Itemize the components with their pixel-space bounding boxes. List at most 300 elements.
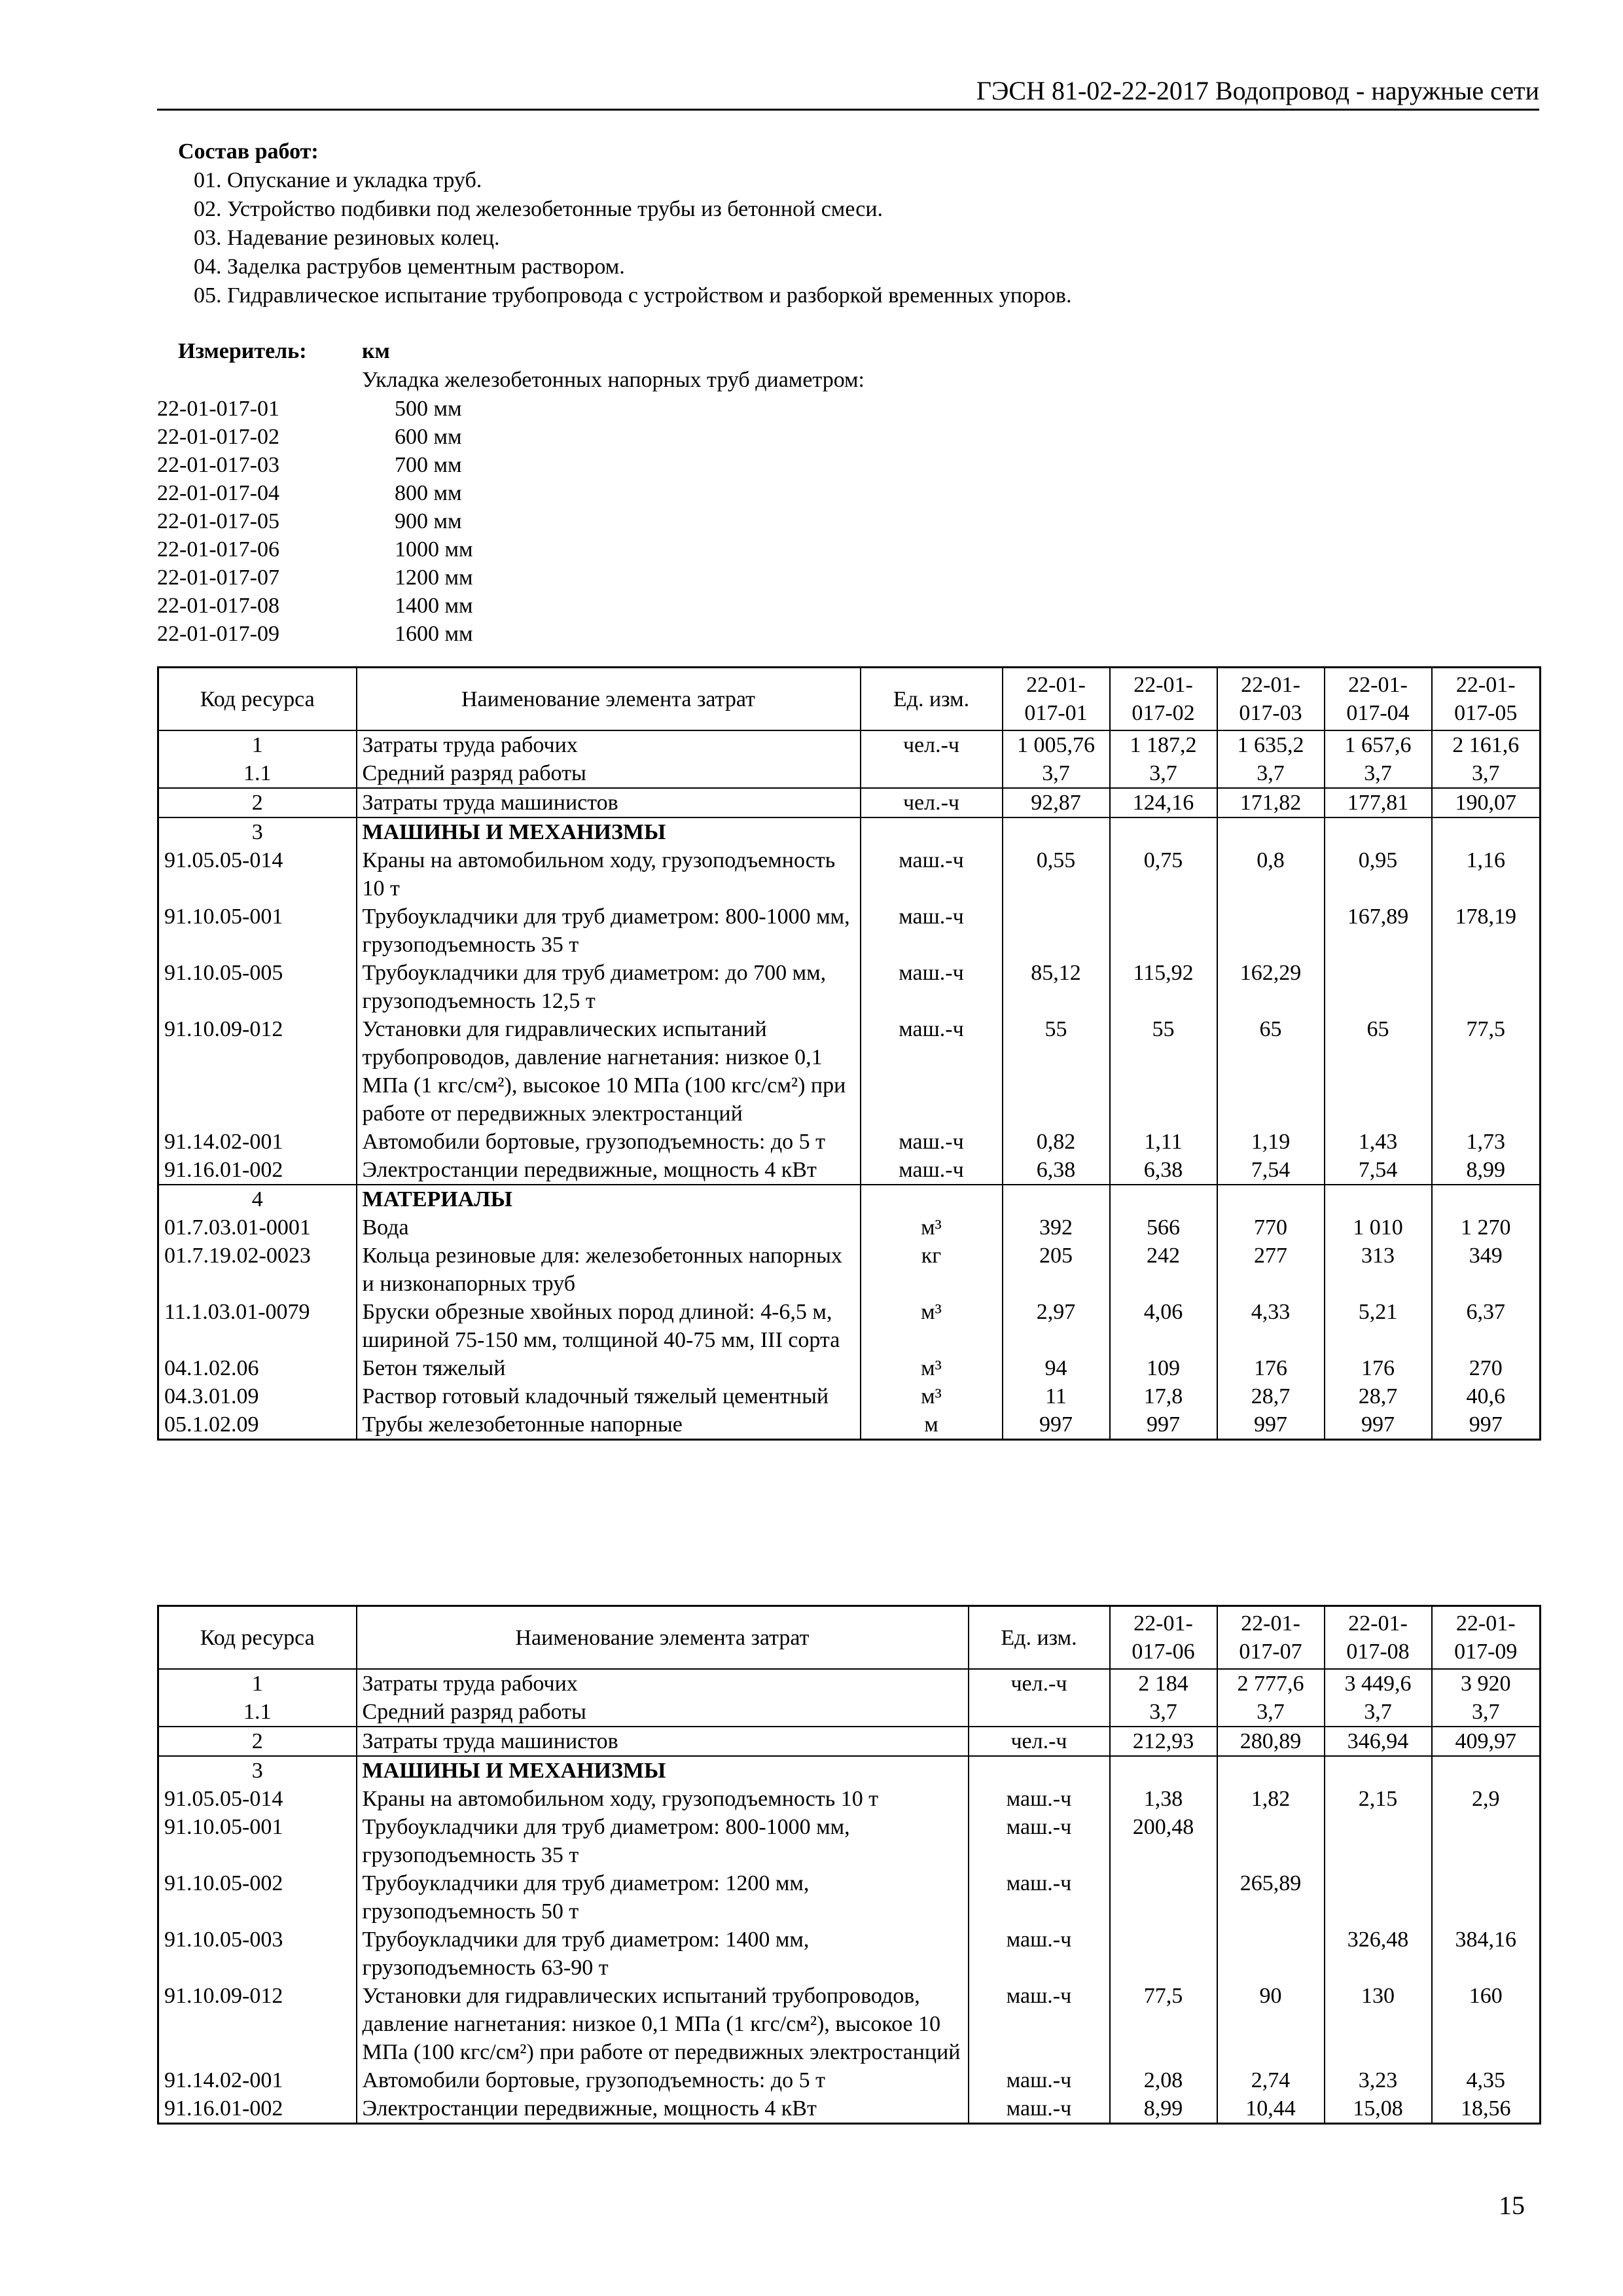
work-item: 02. Устройство подбивки под железобетонные трубы из бетонной смеси. (194, 197, 883, 221)
resource-value (1325, 1756, 1432, 1785)
norm-code-row (157, 620, 615, 648)
resource-value (1003, 1185, 1110, 1213)
table-row (158, 1156, 1541, 1185)
norm-code: 22-01-017-01 (157, 397, 279, 421)
resource-value: 92,87 (1003, 788, 1110, 817)
pipe-diameter: 1600 мм (395, 622, 473, 646)
table-row (158, 1785, 1541, 1813)
resource-code: 91.10.05-001 (158, 1813, 357, 1869)
resource-value: 4,33 (1217, 1298, 1325, 1354)
resource-value: 566 (1110, 1213, 1217, 1242)
resource-value (1325, 817, 1432, 846)
resource-code: 01.7.03.01-0001 (158, 1213, 357, 1242)
resource-value: 997 (1110, 1410, 1217, 1440)
resource-unit: чел.-ч (861, 788, 1003, 817)
resource-value: 1 657,6 (1325, 730, 1432, 759)
resource-value: 3 920 (1432, 1669, 1541, 1698)
resource-value: 90 (1217, 1982, 1325, 2066)
resource-table-1 (157, 666, 1541, 1441)
resource-value (1325, 1813, 1432, 1869)
norm-code-row (157, 423, 615, 451)
resource-value (1110, 1756, 1217, 1785)
norm-code: 22-01-017-08 (157, 594, 279, 618)
pipe-diameter: 900 мм (395, 509, 462, 533)
resource-value: 2,74 (1217, 2066, 1325, 2094)
resource-name: Трубоукладчики для труб диаметром: до 700 мм, грузоподъемность 12,5 т (357, 959, 861, 1015)
resource-unit: маш.-ч (969, 2094, 1110, 2124)
resource-code: 3 (158, 1756, 357, 1785)
resource-value: 200,48 (1110, 1813, 1217, 1869)
resource-unit: м³ (861, 1354, 1003, 1382)
table-row (158, 1669, 1541, 1698)
resource-value: 176 (1325, 1354, 1432, 1382)
resource-code: 2 (158, 788, 357, 817)
measure-description: Укладка железобетонных напорных труб диаметром: (362, 368, 865, 392)
resource-value: 124,16 (1110, 788, 1217, 817)
resource-unit (861, 817, 1003, 846)
header-unit: Ед. изм. (969, 1606, 1110, 1670)
resource-name: Краны на автомобильном ходу, грузоподъемность 10 т (357, 846, 861, 903)
pipe-diameter: 1400 мм (395, 594, 473, 618)
resource-value: 3 449,6 (1325, 1669, 1432, 1698)
resource-name: Электростанции передвижные, мощность 4 кВт (357, 2094, 969, 2124)
resource-value (1110, 817, 1217, 846)
header-title: ГЭСН 81-02-22-2017 Водопровод - наружные сети (976, 76, 1539, 105)
resource-value (1110, 1869, 1217, 1926)
measure-unit: км (362, 339, 390, 363)
table-row (158, 1756, 1541, 1785)
resource-code: 91.10.05-005 (158, 959, 357, 1015)
table-row (158, 1982, 1541, 2066)
table-row (158, 1698, 1541, 1727)
norm-code: 22-01-017-03 (157, 453, 279, 477)
resource-value (1325, 959, 1432, 1015)
resource-value: 2,15 (1325, 1785, 1432, 1813)
resource-value: 10,44 (1217, 2094, 1325, 2124)
work-item: 03. Надевание резиновых колец. (194, 226, 500, 250)
resource-value: 190,07 (1432, 788, 1541, 817)
resource-name: Автомобили бортовые, грузоподъемность: до 5 т (357, 2066, 969, 2094)
table-row (158, 2094, 1541, 2124)
resource-value: 130 (1325, 1982, 1432, 2066)
resource-value: 5,21 (1325, 1298, 1432, 1354)
resource-code: 91.10.05-001 (158, 903, 357, 959)
work-composition-title: Состав работ: (178, 139, 319, 164)
resource-value: 1,19 (1217, 1128, 1325, 1156)
resource-value: 85,12 (1003, 959, 1110, 1015)
resource-value: 28,7 (1325, 1382, 1432, 1410)
resource-value: 11 (1003, 1382, 1110, 1410)
resource-unit: маш.-ч (969, 1869, 1110, 1926)
resource-value: 1 635,2 (1217, 730, 1325, 759)
norm-code-list (157, 395, 615, 648)
resource-value: 3,7 (1217, 759, 1325, 788)
table-row (158, 959, 1541, 1015)
resource-code: 91.05.05-014 (158, 846, 357, 903)
resource-value: 8,99 (1110, 2094, 1217, 2124)
resource-code: 91.16.01-002 (158, 1156, 357, 1185)
resource-unit: маш.-ч (861, 959, 1003, 1015)
resource-value (1217, 1813, 1325, 1869)
resource-value (1217, 903, 1325, 959)
resource-name: Затраты труда рабочих (357, 1669, 969, 1698)
resource-value: 2 161,6 (1432, 730, 1541, 759)
resource-code: 91.14.02-001 (158, 2066, 357, 2094)
resource-value: 1 187,2 (1110, 730, 1217, 759)
resource-value: 17,8 (1110, 1382, 1217, 1410)
table-row (158, 1354, 1541, 1382)
table-header-row (158, 668, 1541, 731)
work-item: 05. Гидравлическое испытание трубопровода с устройством и разборкой временных упоров. (194, 283, 1072, 308)
resource-value: 18,56 (1432, 2094, 1541, 2124)
resource-value: 326,48 (1325, 1926, 1432, 1982)
resource-code: 4 (158, 1185, 357, 1213)
resource-value: 40,6 (1432, 1382, 1541, 1410)
norm-code-row (157, 395, 615, 423)
norm-code-row (157, 507, 615, 535)
resource-unit: маш.-ч (969, 1813, 1110, 1869)
header-name: Наименование элемента затрат (357, 1606, 969, 1670)
header-norm-code: 22-01-017-05 (1432, 668, 1541, 731)
table-row (158, 1128, 1541, 1156)
norm-code: 22-01-017-04 (157, 481, 279, 505)
resource-value (1217, 1926, 1325, 1982)
resource-value: 1,16 (1432, 846, 1541, 903)
table-row (158, 759, 1541, 788)
norm-code-row (157, 479, 615, 507)
resource-value: 77,5 (1110, 1982, 1217, 2066)
resource-value: 3,7 (1432, 759, 1541, 788)
measure-label: Измеритель: (178, 339, 307, 363)
resource-value: 349 (1432, 1242, 1541, 1298)
header-norm-code: 22-01-017-01 (1003, 668, 1110, 731)
resource-value (1003, 903, 1110, 959)
resource-value: 178,19 (1432, 903, 1541, 959)
table-row (158, 1926, 1541, 1982)
pipe-diameter: 600 мм (395, 425, 462, 449)
resource-code: 04.3.01.09 (158, 1382, 357, 1410)
resource-code: 91.10.05-002 (158, 1869, 357, 1926)
resource-value: 3,7 (1003, 759, 1110, 788)
table-row (158, 1015, 1541, 1128)
resource-unit: маш.-ч (861, 1015, 1003, 1128)
table-row (158, 1410, 1541, 1440)
resource-value: 8,99 (1432, 1156, 1541, 1185)
resource-name: Трубоукладчики для труб диаметром: 800-1000 мм, грузоподъемность 35 т (357, 903, 861, 959)
resource-value: 0,55 (1003, 846, 1110, 903)
resource-value: 997 (1432, 1410, 1541, 1440)
resource-code: 05.1.02.09 (158, 1410, 357, 1440)
resource-unit: маш.-ч (969, 1982, 1110, 2066)
resource-name: Установки для гидравлических испытаний трубопроводов, давление нагнетания: низкое 0,1 МПа (1 кгс/см²), высокое 10 МПа (100 кгс/см²) при работе от передвижных электростанций (357, 1015, 861, 1128)
resource-value: 392 (1003, 1213, 1110, 1242)
resource-name: Трубоукладчики для труб диаметром: 800-1000 мм, грузоподъемность 35 т (357, 1813, 969, 1869)
resource-value: 770 (1217, 1213, 1325, 1242)
resource-unit: чел.-ч (969, 1727, 1110, 1756)
resource-code: 3 (158, 817, 357, 846)
table-row (158, 730, 1541, 759)
resource-value: 1 270 (1432, 1213, 1541, 1242)
table-row (158, 2066, 1541, 2094)
resource-value: 280,89 (1217, 1727, 1325, 1756)
header-norm-code: 22-01-017-06 (1110, 1606, 1217, 1670)
resource-name: Трубоукладчики для труб диаметром: 1200 мм, грузоподъемность 50 т (357, 1869, 969, 1926)
resource-value: 6,38 (1003, 1156, 1110, 1185)
pipe-diameter: 1000 мм (395, 537, 473, 562)
resource-name: МАТЕРИАЛЫ (357, 1185, 861, 1213)
resource-code: 91.10.05-003 (158, 1926, 357, 1982)
table-row (158, 1213, 1541, 1242)
resource-value: 3,7 (1110, 1698, 1217, 1727)
resource-value: 7,54 (1217, 1156, 1325, 1185)
table-row (158, 1382, 1541, 1410)
resource-value: 4,06 (1110, 1298, 1217, 1354)
resource-unit (969, 1756, 1110, 1785)
resource-code: 2 (158, 1727, 357, 1756)
resource-value (1110, 1185, 1217, 1213)
resource-value: 3,7 (1325, 1698, 1432, 1727)
header-norm-code: 22-01-017-09 (1432, 1606, 1541, 1670)
resource-unit: маш.-ч (969, 1926, 1110, 1982)
resource-value: 77,5 (1432, 1015, 1541, 1128)
table-row (158, 1869, 1541, 1926)
resource-value: 177,81 (1325, 788, 1432, 817)
resource-unit: м³ (861, 1298, 1003, 1354)
resource-code: 1 (158, 1669, 357, 1698)
resource-value: 1,43 (1325, 1128, 1432, 1156)
resource-name: Средний разряд работы (357, 1698, 969, 1727)
resource-code: 91.10.09-012 (158, 1015, 357, 1128)
resource-value: 270 (1432, 1354, 1541, 1382)
resource-unit (861, 1185, 1003, 1213)
resource-code: 1.1 (158, 759, 357, 788)
table-row (158, 817, 1541, 846)
resource-value: 65 (1217, 1015, 1325, 1128)
header-norm-code: 22-01-017-08 (1325, 1606, 1432, 1670)
resource-name: МАШИНЫ И МЕХАНИЗМЫ (357, 817, 861, 846)
pipe-diameter: 800 мм (395, 481, 462, 505)
header-name: Наименование элемента затрат (357, 668, 861, 731)
resource-name: Автомобили бортовые, грузоподъемность: до 5 т (357, 1128, 861, 1156)
resource-value (1432, 1756, 1541, 1785)
resource-value: 55 (1003, 1015, 1110, 1128)
resource-value (1325, 1869, 1432, 1926)
resource-value (1110, 903, 1217, 959)
header-code: Код ресурса (158, 1606, 357, 1670)
norm-code-row (157, 451, 615, 479)
work-item: 01. Опускание и укладка труб. (194, 168, 482, 192)
resource-value (1217, 1756, 1325, 1785)
work-item: 04. Заделка раструбов цементным раствором. (194, 255, 625, 279)
resource-value: 1,38 (1110, 1785, 1217, 1813)
resource-value: 15,08 (1325, 2094, 1432, 2124)
resource-value: 7,54 (1325, 1156, 1432, 1185)
resource-value: 28,7 (1217, 1382, 1325, 1410)
resource-value: 115,92 (1110, 959, 1217, 1015)
resource-code: 91.14.02-001 (158, 1128, 357, 1156)
resource-value: 1 005,76 (1003, 730, 1110, 759)
norm-code-row (157, 592, 615, 620)
norm-code: 22-01-017-02 (157, 425, 279, 449)
resource-value (1432, 1813, 1541, 1869)
resource-value (1432, 1869, 1541, 1926)
resource-unit (969, 1698, 1110, 1727)
resource-code: 1.1 (158, 1698, 357, 1727)
resource-code: 04.1.02.06 (158, 1354, 357, 1382)
resource-value (1432, 1185, 1541, 1213)
resource-value: 0,95 (1325, 846, 1432, 903)
resource-code: 91.05.05-014 (158, 1785, 357, 1813)
resource-value: 176 (1217, 1354, 1325, 1382)
resource-name: Трубоукладчики для труб диаметром: 1400 мм, грузоподъемность 63-90 т (357, 1926, 969, 1982)
resource-value: 2,9 (1432, 1785, 1541, 1813)
resource-unit: м³ (861, 1382, 1003, 1410)
resource-value: 2 777,6 (1217, 1669, 1325, 1698)
resource-unit: чел.-ч (969, 1669, 1110, 1698)
resource-value: 3,7 (1110, 759, 1217, 788)
resource-code: 01.7.19.02-0023 (158, 1242, 357, 1298)
resource-value: 265,89 (1217, 1869, 1325, 1926)
resource-value: 1,11 (1110, 1128, 1217, 1156)
norm-code-row (157, 564, 615, 592)
resource-unit: маш.-ч (861, 846, 1003, 903)
norm-code-row (157, 535, 615, 564)
resource-name: Бруски обрезные хвойных пород длиной: 4-6,5 м, шириной 75-150 мм, толщиной 40-75 мм, III сорта (357, 1298, 861, 1354)
resource-value: 346,94 (1325, 1727, 1432, 1756)
resource-unit: м³ (861, 1213, 1003, 1242)
resource-value: 65 (1325, 1015, 1432, 1128)
resource-value: 109 (1110, 1354, 1217, 1382)
resource-code: 1 (158, 730, 357, 759)
resource-value: 4,35 (1432, 2066, 1541, 2094)
resource-code: 91.10.09-012 (158, 1982, 357, 2066)
resource-unit (861, 759, 1003, 788)
resource-name: Бетон тяжелый (357, 1354, 861, 1382)
resource-name: Затраты труда машинистов (357, 788, 861, 817)
resource-value (1325, 1185, 1432, 1213)
table-row (158, 903, 1541, 959)
resource-value (1217, 817, 1325, 846)
resource-value: 0,75 (1110, 846, 1217, 903)
work-composition-list (194, 166, 1071, 310)
resource-value: 1,73 (1432, 1128, 1541, 1156)
resource-value (1432, 959, 1541, 1015)
header-unit: Ед. изм. (861, 668, 1003, 731)
resource-value: 313 (1325, 1242, 1432, 1298)
resource-value: 3,7 (1217, 1698, 1325, 1727)
resource-code: 11.1.03.01-0079 (158, 1298, 357, 1354)
resource-unit: маш.-ч (861, 903, 1003, 959)
resource-value: 3,7 (1325, 759, 1432, 788)
table-row (158, 1813, 1541, 1869)
resource-value: 1 010 (1325, 1213, 1432, 1242)
resource-unit: чел.-ч (861, 730, 1003, 759)
table-row (158, 1727, 1541, 1756)
header-norm-code: 22-01-017-02 (1110, 668, 1217, 731)
resource-value: 167,89 (1325, 903, 1432, 959)
resource-unit: маш.-ч (969, 2066, 1110, 2094)
resource-value: 997 (1217, 1410, 1325, 1440)
table-row (158, 1298, 1541, 1354)
resource-value: 94 (1003, 1354, 1110, 1382)
resource-value: 160 (1432, 1982, 1541, 2066)
resource-unit: кг (861, 1242, 1003, 1298)
resource-value: 171,82 (1217, 788, 1325, 817)
resource-value: 3,23 (1325, 2066, 1432, 2094)
resource-value (1432, 817, 1541, 846)
resource-unit: м (861, 1410, 1003, 1440)
resource-value (1217, 1185, 1325, 1213)
table-row (158, 846, 1541, 903)
resource-value: 162,29 (1217, 959, 1325, 1015)
pipe-diameter: 700 мм (395, 453, 462, 477)
resource-value: 6,38 (1110, 1156, 1217, 1185)
resource-name: Кольца резиновые для: железобетонных напорных и низконапорных труб (357, 1242, 861, 1298)
resource-value: 55 (1110, 1015, 1217, 1128)
resource-value: 2,97 (1003, 1298, 1110, 1354)
table-header-row (158, 1606, 1541, 1670)
table-row (158, 1242, 1541, 1298)
resource-value: 409,97 (1432, 1727, 1541, 1756)
resource-name: Вода (357, 1213, 861, 1242)
resource-name: МАШИНЫ И МЕХАНИЗМЫ (357, 1756, 969, 1785)
norm-code: 22-01-017-07 (157, 565, 279, 590)
resource-value: 0,82 (1003, 1128, 1110, 1156)
resource-value: 384,16 (1432, 1926, 1541, 1982)
header-code: Код ресурса (158, 668, 357, 731)
resource-value: 997 (1003, 1410, 1110, 1440)
resource-value (1110, 1926, 1217, 1982)
norm-code: 22-01-017-05 (157, 509, 279, 533)
header-norm-code: 22-01-017-04 (1325, 668, 1432, 731)
page-header (157, 73, 1539, 111)
table-row (158, 1185, 1541, 1213)
resource-value: 0,8 (1217, 846, 1325, 903)
resource-name: Затраты труда рабочих (357, 730, 861, 759)
resource-name: Установки для гидравлических испытаний трубопроводов, давление нагнетания: низкое 0,1 МПа (1 кгс/см²), высокое 10 МПа (100 кгс/см²) при работе от передвижных электростанций (357, 1982, 969, 2066)
resource-name: Электростанции передвижные, мощность 4 кВт (357, 1156, 861, 1185)
resource-table-2 (157, 1605, 1541, 2125)
header-norm-code: 22-01-017-07 (1217, 1606, 1325, 1670)
resource-name: Раствор готовый кладочный тяжелый цементный (357, 1382, 861, 1410)
resource-value: 997 (1325, 1410, 1432, 1440)
resource-value: 205 (1003, 1242, 1110, 1298)
header-norm-code: 22-01-017-03 (1217, 668, 1325, 731)
resource-value: 242 (1110, 1242, 1217, 1298)
page-number: 15 (1499, 2191, 1525, 2220)
resource-value: 212,93 (1110, 1727, 1217, 1756)
resource-value: 6,37 (1432, 1298, 1541, 1354)
resource-value: 277 (1217, 1242, 1325, 1298)
resource-value: 2,08 (1110, 2066, 1217, 2094)
resource-unit: маш.-ч (969, 1785, 1110, 1813)
norm-code: 22-01-017-09 (157, 622, 279, 646)
resource-value: 2 184 (1110, 1669, 1217, 1698)
resource-unit: маш.-ч (861, 1128, 1003, 1156)
pipe-diameter: 500 мм (395, 397, 462, 421)
resource-unit: маш.-ч (861, 1156, 1003, 1185)
resource-value: 3,7 (1432, 1698, 1541, 1727)
pipe-diameter: 1200 мм (395, 565, 473, 590)
resource-name: Трубы железобетонные напорные (357, 1410, 861, 1440)
resource-value (1003, 817, 1110, 846)
resource-name: Средний разряд работы (357, 759, 861, 788)
resource-code: 91.16.01-002 (158, 2094, 357, 2124)
table-row (158, 788, 1541, 817)
norm-code: 22-01-017-06 (157, 537, 279, 562)
resource-name: Затраты труда машинистов (357, 1727, 969, 1756)
resource-value: 1,82 (1217, 1785, 1325, 1813)
